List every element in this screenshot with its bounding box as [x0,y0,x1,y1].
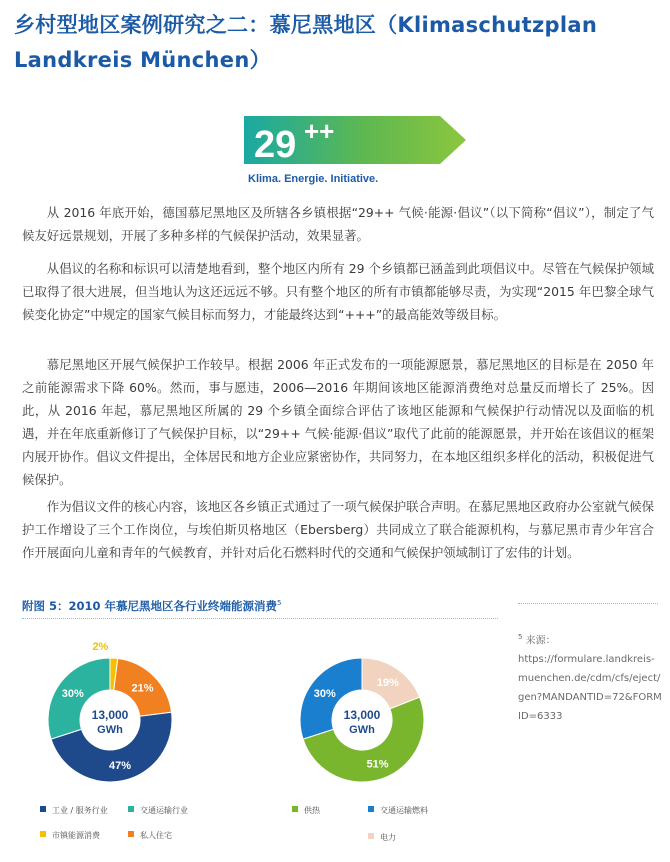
pie-slice-label: 19% [376,676,399,689]
pie-chart-sectors [30,640,190,795]
pie-center-value: 13,000 [91,708,129,722]
pie-slice-label: 21% [131,682,154,695]
paragraph-core-content: 作为倡议文件的核心内容，该地区各乡镇正式通过了一项气候保护联合声明。在慕尼黑地区政府办公室就气候保护工作增设了三个工作岗位，与埃伯斯贝格地区（Ebersberg）共同成立了联合能源机构，与慕尼黑市青少年宫合作开展面向儿童和青年的气候教育，并针对后化石燃料时代的交通和气候保护领域制订了宏伟的计划。 [22,499,654,560]
pie-center-value: 13,000 [343,708,381,722]
source-note: $^5$ 来源： https://formulare.landkreis-muenchen.de/cdm/cfs/eject/gen?MANDANTID=72&FORMID=6333 [518,633,662,723]
legend-item: 工业 / 服务行业 [40,805,108,817]
pie-slice-label: 51% [366,758,389,771]
pie-slice-label: 47% [109,759,132,772]
legend-item: 交通运输行业 [128,805,188,817]
pie-slice-label: 30% [313,687,336,700]
legend-swatch [368,806,374,812]
paragraph-intro: 从 2016 年底开始，德国慕尼黑地区及所辖各乡镇根据“29++ 气候·能源·倡议”（以下简称“倡议”），制定了气候友好远景规划，开展了多种多样的气候保护活动，效果显著。 [22,205,654,243]
legend-swatch [128,806,134,812]
legend-swatch [128,831,134,837]
pie-center-unit: GWh [97,724,123,736]
logo-plus: ++ [304,116,335,146]
legend-item: 市镇能源消费 [40,830,100,842]
paragraph-logo-meaning: 从倡议的名称和标识可以清楚地看到，整个地区内所有 29 个乡镇都已涵盖到此项倡议中。尽管在气候保护领域已取得了很大进展，但当地认为这还远远不够。只有整个地区的所有市镇都能够尽责，为实现“2015 年巴黎全球气候变化协定”中规定的国家气候目标而努力，才能最终达到“+++”的最高能效等级目标。 [22,261,654,322]
legend-swatch [40,831,46,837]
source-link[interactable]: https://formulare.landkreis-muenchen.de/cdm/cfs/eject/gen?MANDANTID=72&FORMID=6333 [518,654,662,723]
logo-number: 29 [254,124,297,166]
page-title: 乡村型地区案例研究之二：慕尼黑地区（Klimaschutzplan Landkreis München） [14,13,598,72]
source-divider [518,603,658,604]
figure-title: 附图 5：2010 年慕尼黑地区各行业终端能源消费$^5$ [22,599,282,613]
pie-slice-label: 2% [92,641,109,654]
initiative-logo [244,116,466,188]
pie-chart-energy-type [282,640,442,795]
figure-divider [22,618,498,619]
legend-swatch [292,806,298,812]
legend-item: 电力 [368,832,396,844]
legend-item: 私人住宅 [128,830,172,842]
logo-tagline: Klima. Energie. Initiative. [248,173,379,185]
legend-swatch [368,833,374,839]
paragraph-history: 慕尼黑地区开展气候保护工作较早。根据 2006 年正式发布的一项能源愿景，慕尼黑地区的目标是在 2050 年之前能源需求下降 60%。然而，事与愿违，2006—2016 年期间该地区能源消费绝对总量反而增长了 25%。因此，从 2016 年起，慕尼黑地区所属的 29 个乡镇全面综合评估了该地区能源和气候保护行动情况以及面临的机遇，并在年底重新修订了气候保护目标，以“29++ 气候·能源·倡议”取代了此前的能源愿景，并开始在该倡议的框架内展开协作。倡议文件提出，全体居民和地方企业应紧密协作，共同努力，在本地区组织多样化的活动，积极促进气候保护。 [22,357,654,487]
legend-item: 供热 [292,805,320,817]
pie-center-unit: GWh [349,724,375,736]
pie-slice-label: 30% [61,687,84,700]
legend-item: 交通运输燃料 [368,805,428,817]
legend-swatch [40,806,46,812]
